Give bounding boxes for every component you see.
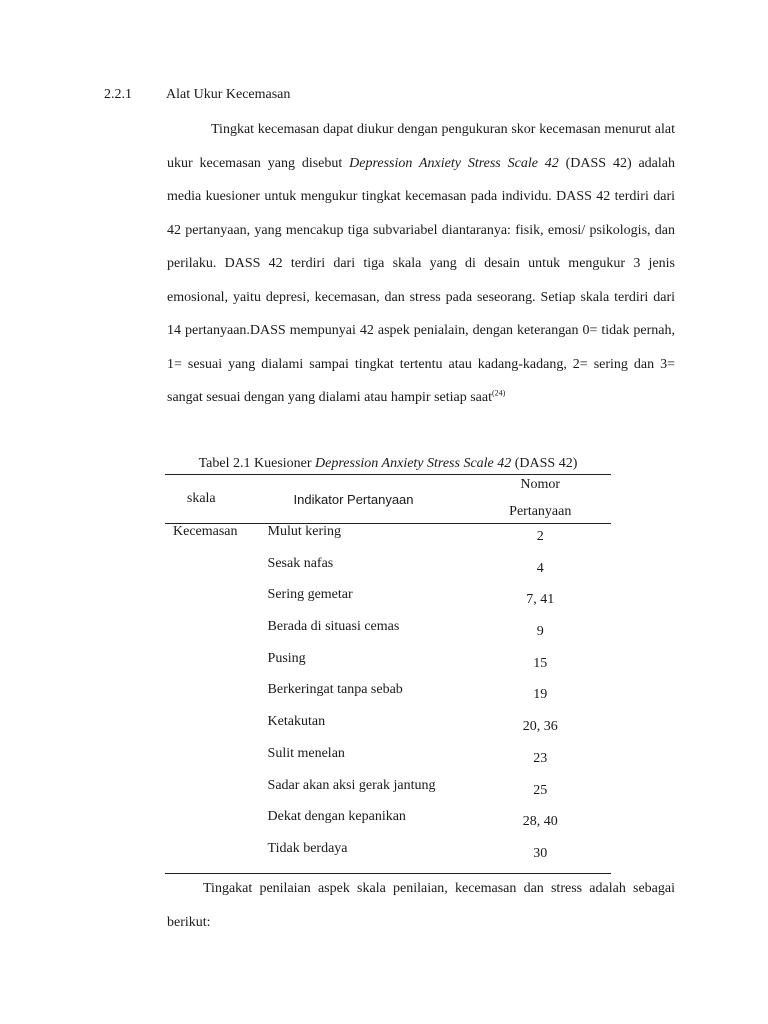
number-cell: 7, 41 (526, 592, 555, 608)
empty-cell (165, 714, 238, 746)
table-row (165, 746, 611, 778)
indicator-cell: Tidak berdaya (267, 840, 348, 856)
table-row (165, 619, 611, 651)
number-cell: 4 (536, 560, 544, 576)
paragraph-text: Tingkat kecemasan dapat diukur dengan pengukuran skor kecemasan menurut alat ukur kecemasan yang disebut (167, 122, 675, 171)
number-cell: 25 (533, 782, 548, 798)
indicator-cell: Sering gemetar (267, 587, 353, 603)
table-row (165, 556, 611, 588)
indicator-cell: Dekat dengan kepanikan (267, 809, 406, 825)
indicator-cell: Ketakutan (267, 714, 326, 730)
header-row (165, 475, 611, 524)
caption-italic: Depression Anxiety Stress Scale 42 (315, 456, 512, 471)
table-row (165, 524, 611, 556)
number-cell: 28, 40 (522, 814, 558, 830)
header-nomor (470, 475, 611, 524)
table-row (165, 682, 611, 714)
header-nomor-line1: Nomor (520, 477, 561, 492)
table-row (165, 651, 611, 683)
number-cell: 15 (533, 655, 548, 671)
header-skala: skala (186, 491, 216, 506)
indicator-cell: Mulut kering (267, 524, 342, 539)
indicator-cell: Berkeringat tanpa sebab (267, 682, 403, 698)
paragraph-text: (DASS 42) adalah media kuesioner untuk mengukur tingkat kecemasan pada individu. DASS 42 terdiri dari 42 pertanyaan, yang mencakup tiga subvariabel diantaranya: fisik, emosi/ psikologis, dan perilaku. DASS 42 terdiri dari tiga skala yang di desain untuk mengukur 3 jenis emosional, yaitu depresi, kecemasan, dan stress pada seseorang. Setiap skala terdiri dari 14 pertanyaan.DASS mempunyai 42 aspek penialain, dengan keterangan 0= tidak pernah, 1= sesuai yang dialami sampai tingkat tertentu atau kadang-kadang, 2= sering dan 3= sangat sesuai dengan yang dialami atau hampir setiap saat (167, 155, 675, 405)
empty-cell (165, 651, 238, 683)
caption-suffix: (DASS 42) (511, 456, 578, 471)
empty-cell (165, 619, 238, 651)
section-title: Alat Ukur Kecemasan (166, 87, 291, 102)
table-header (165, 475, 611, 524)
header-nomor-line2: Pertanyaan (509, 504, 572, 519)
paragraph-assessment-levels: Tingakat penilaian aspek skala penilaian, kecemasan dan stress adalah sebagai berikut: (167, 881, 675, 930)
scale-label: Kecemasan (173, 524, 238, 539)
scale-name-italic: Depression Anxiety Stress Scale 42 (349, 155, 559, 171)
indicator-cell: Sadar akan aksi gerak jantung (267, 777, 436, 793)
section-heading (104, 87, 290, 103)
empty-cell (165, 746, 238, 778)
table-row (165, 809, 611, 841)
dass-table (165, 474, 611, 874)
empty-cell (165, 841, 238, 873)
table-row (165, 841, 611, 873)
indicator-cell: Sesak nafas (267, 555, 334, 571)
paragraph-dass-intro (167, 113, 675, 415)
number-cell: 2 (536, 529, 544, 544)
number-cell: 23 (533, 750, 548, 766)
indicator-cell: Berada di situasi cemas (267, 619, 400, 635)
dass-table-container (165, 474, 611, 874)
table-body (165, 524, 611, 874)
number-cell: 19 (533, 687, 548, 703)
table-row (165, 587, 611, 619)
header-indikator: Indikator Pertanyaan (293, 491, 414, 507)
empty-cell (165, 682, 238, 714)
number-cell: 9 (536, 624, 544, 640)
empty-cell (165, 778, 238, 810)
empty-cell (165, 587, 238, 619)
number-cell: 30 (533, 845, 548, 861)
section-number: 2.2.1 (104, 87, 132, 102)
indicator-cell: Sulit menelan (267, 745, 345, 761)
empty-cell (165, 556, 238, 588)
table-caption (165, 456, 611, 472)
table-row (165, 714, 611, 746)
indicator-cell: Pusing (267, 650, 306, 666)
citation-marker: (24) (492, 388, 506, 398)
empty-cell (165, 809, 238, 841)
caption-prefix: Tabel 2.1 Kuesioner (198, 456, 316, 471)
number-cell: 20, 36 (522, 719, 558, 735)
table-row (165, 778, 611, 810)
